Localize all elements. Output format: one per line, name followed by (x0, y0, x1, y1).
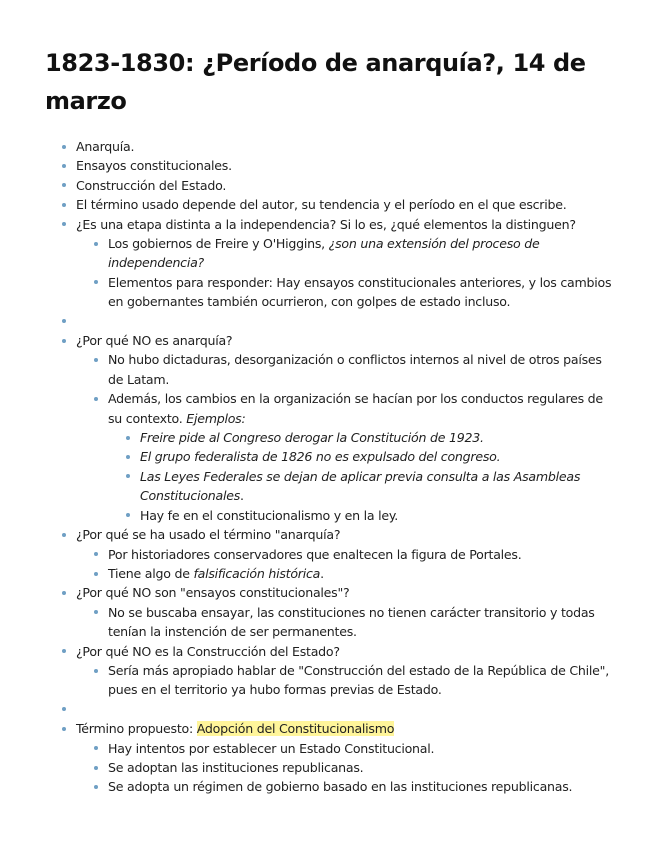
list-item-italic: El grupo federalista de 1826 no es expulsado del congreso. (140, 449, 501, 465)
bullet-icon (62, 707, 66, 711)
bullet-icon (126, 436, 130, 440)
bullet-icon (62, 183, 66, 187)
list-item-italic: Freire pide al Congreso derogar la Constitución de 1923. (140, 430, 484, 446)
list-item (108, 506, 615, 525)
list-item (108, 428, 615, 447)
list-item (76, 758, 615, 777)
list-item-text: Tiene algo de (108, 565, 194, 581)
list-item (45, 176, 615, 195)
list-item (76, 739, 615, 758)
bullet-icon (62, 649, 66, 653)
bullet-icon (62, 203, 66, 207)
list-item (108, 467, 615, 506)
list-item (76, 350, 615, 389)
bullet-icon (126, 513, 130, 517)
list-item (45, 331, 615, 525)
list-item (45, 156, 615, 175)
bullet-icon (94, 572, 98, 576)
list-item (76, 777, 615, 796)
sub-sub-list (108, 428, 615, 525)
list-item-text: . (320, 565, 324, 581)
list-item-text: No hubo dictaduras, desorganización o conflictos internos al nivel de otros países de Latam. (108, 352, 602, 387)
bullet-icon (62, 591, 66, 595)
bullet-icon (94, 746, 98, 750)
list-item (45, 642, 615, 700)
list-item-text: Término propuesto: (76, 721, 197, 737)
bullet-icon (62, 222, 66, 226)
bullet-icon (62, 533, 66, 537)
list-item (76, 273, 615, 312)
list-item-italic: falsificación histórica (193, 565, 321, 581)
sub-list (76, 545, 615, 584)
bullet-icon (62, 145, 66, 149)
bullet-icon (94, 785, 98, 789)
bullet-icon (94, 280, 98, 284)
list-item (45, 195, 615, 214)
list-item-text: ¿Por qué NO es anarquía? (76, 333, 233, 349)
list-item-text: Construcción del Estado. (76, 177, 227, 193)
bullet-icon (62, 727, 66, 731)
bullet-icon (94, 242, 98, 246)
list-item-text: Elementos para responder: Hay ensayos constitucionales anteriores, y los cambios en gobernantes también ocurrieron, con golpes de estado incluso. (108, 274, 612, 310)
list-item-italic: ¿son una extensión del proceso de independencia? (108, 236, 540, 271)
list-item (45, 583, 615, 641)
list-item (45, 525, 615, 583)
bullet-icon (62, 339, 66, 343)
list-item (76, 545, 615, 564)
list-item-text: Los gobiernos de Freire y O'Higgins, (108, 236, 329, 252)
list-item-empty (45, 312, 615, 331)
list-item-text: ¿Por qué NO son "ensayos constitucionales"? (76, 585, 350, 601)
outline-list (45, 137, 615, 797)
bullet-icon (94, 766, 98, 770)
list-item-italic: Ejemplos: (186, 410, 246, 426)
sub-list (76, 350, 615, 525)
bullet-icon (94, 358, 98, 362)
list-item (76, 564, 615, 583)
list-item-text: El término usado depende del autor, su tendencia y el período en el que escribe. (76, 197, 567, 213)
sub-list (76, 661, 615, 700)
list-item-text: No se buscaba ensayar, las constituciones no tienen carácter transitorio y todas tenían la instención de ser permanentes. (108, 604, 595, 640)
bullet-icon (94, 552, 98, 556)
list-item (45, 137, 615, 156)
list-item-empty (45, 700, 615, 719)
bullet-icon (94, 669, 98, 673)
list-item (76, 234, 615, 273)
list-item-text: ¿Por qué se ha usado el término "anarquía? (76, 527, 341, 543)
list-item (45, 719, 615, 797)
list-item-text: Se adoptan las instituciones republicanas. (108, 759, 364, 775)
sub-list (76, 603, 615, 642)
list-item-text: Hay intentos por establecer un Estado Constitucional. (108, 740, 435, 756)
bullet-icon (62, 164, 66, 168)
list-item (45, 215, 615, 312)
list-item (108, 447, 615, 466)
list-item (76, 389, 615, 525)
list-item (76, 603, 615, 642)
list-item-text: . (240, 488, 244, 504)
page-title: 1823-1830: ¿Período de anarquía?, 14 de marzo (45, 49, 586, 115)
list-item-text: Anarquía. (76, 139, 135, 154)
bullet-icon (126, 474, 130, 478)
bullet-icon (62, 319, 66, 323)
sub-list (76, 234, 615, 312)
list-item-text: Por historiadores conservadores que enaltecen la figura de Portales. (108, 546, 522, 562)
highlighted-term: Adopción del Constitucionalismo (196, 721, 395, 737)
list-item-text: Además, los cambios en la organización se hacían por los conductos regulares de su contexto. (108, 391, 603, 426)
bullet-icon (94, 610, 98, 614)
list-item-text: ¿Por qué NO es la Construcción del Estado? (76, 643, 340, 659)
list-item-italic: Las Leyes Federales se dejan de aplicar previa consulta a las Asambleas Constitucionales (140, 468, 581, 504)
list-item-text: ¿Es una etapa distinta a la independencia? Si lo es, ¿qué elementos la distinguen? (76, 216, 576, 232)
list-item-text: Se adopta un régimen de gobierno basado en las instituciones republicanas. (108, 779, 573, 795)
list-item-text: Hay fe en el constitucionalismo y en la ley. (140, 507, 399, 523)
list-item-text: Ensayos constitucionales. (76, 158, 232, 174)
list-item-text: Sería más apropiado hablar de "Construcción del estado de la República de Chile", pues en el territorio ya hubo formas previas de Estado. (108, 662, 609, 698)
list-item (76, 661, 615, 700)
bullet-icon (126, 455, 130, 459)
sub-list (76, 739, 615, 797)
bullet-icon (94, 397, 98, 401)
